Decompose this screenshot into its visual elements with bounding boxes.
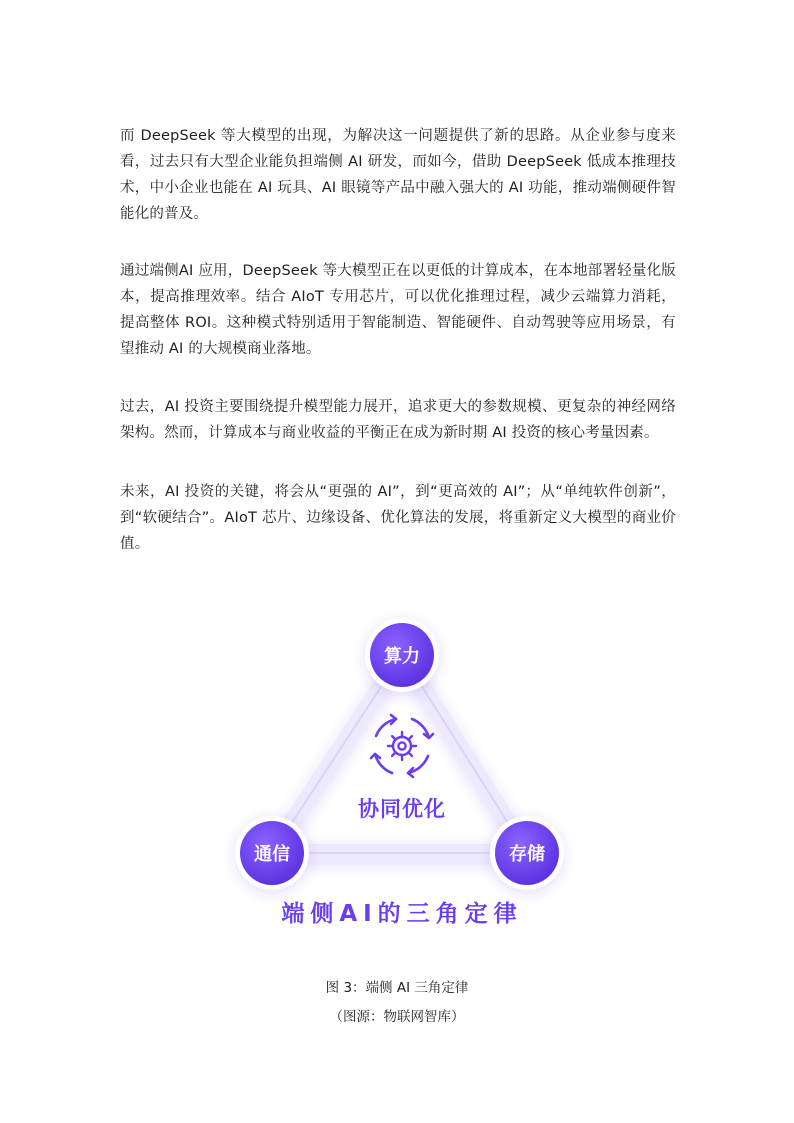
gear-cycle-icon <box>371 715 433 777</box>
body-paragraph-1: 而 DeepSeek 等大模型的出现，为解决这一问题提供了新的思路。从企业参与度来看，过去只有大型企业能负担端侧 AI 研发，而如今，借助 DeepSeek 低成本推理技术，中小企业也能在 AI 玩具、AI 眼镜等产品中融入强大的 AI 功能，推动端侧硬件智能化的普及。 <box>120 128 676 222</box>
figure-caption: 图 3：端侧 AI 三角定律 <box>325 980 469 996</box>
center-label: 协同优化 <box>358 797 446 821</box>
body-paragraph-4: 未来，AI 投资的关键，将会从“更强的 AI”，到“更高效的 AI”；从“单纯软件创新”，到“软硬结合”。AIoT 芯片、边缘设备、优化算法的发展，将重新定义大模型的商业价值。 <box>120 484 676 552</box>
body-paragraph-3: 过去，AI 投资主要围绕提升模型能力展开，追求更大的参数规模、更复杂的神经网络架构。然而，计算成本与商业收益的平衡正在成为新时期 AI 投资的核心考量因素。 <box>120 399 676 441</box>
node-compute-label: 算力 <box>384 646 420 667</box>
node-storage-label: 存储 <box>509 844 545 865</box>
node-communication <box>235 816 309 890</box>
diagram-title: 端侧AI的三角定律 <box>281 901 523 927</box>
figure-source: （图源：物联网智库） <box>329 1009 465 1025</box>
body-paragraph-2: 通过端侧AI 应用，DeepSeek 等大模型正在以更低的计算成本，在本地部署轻量化版本，提高推理效率。结合 AIoT 专用芯片，可以优化推理过程，减少云端算力消耗，提高整体 ROI。这种模式特别适用于智能制造、智能硬件、自动驾驶等应用场景，有望推动 AI 的大规模商业落地。 <box>120 263 676 357</box>
node-storage <box>490 816 564 890</box>
node-communication-label: 通信 <box>254 844 290 865</box>
node-compute <box>365 618 439 692</box>
